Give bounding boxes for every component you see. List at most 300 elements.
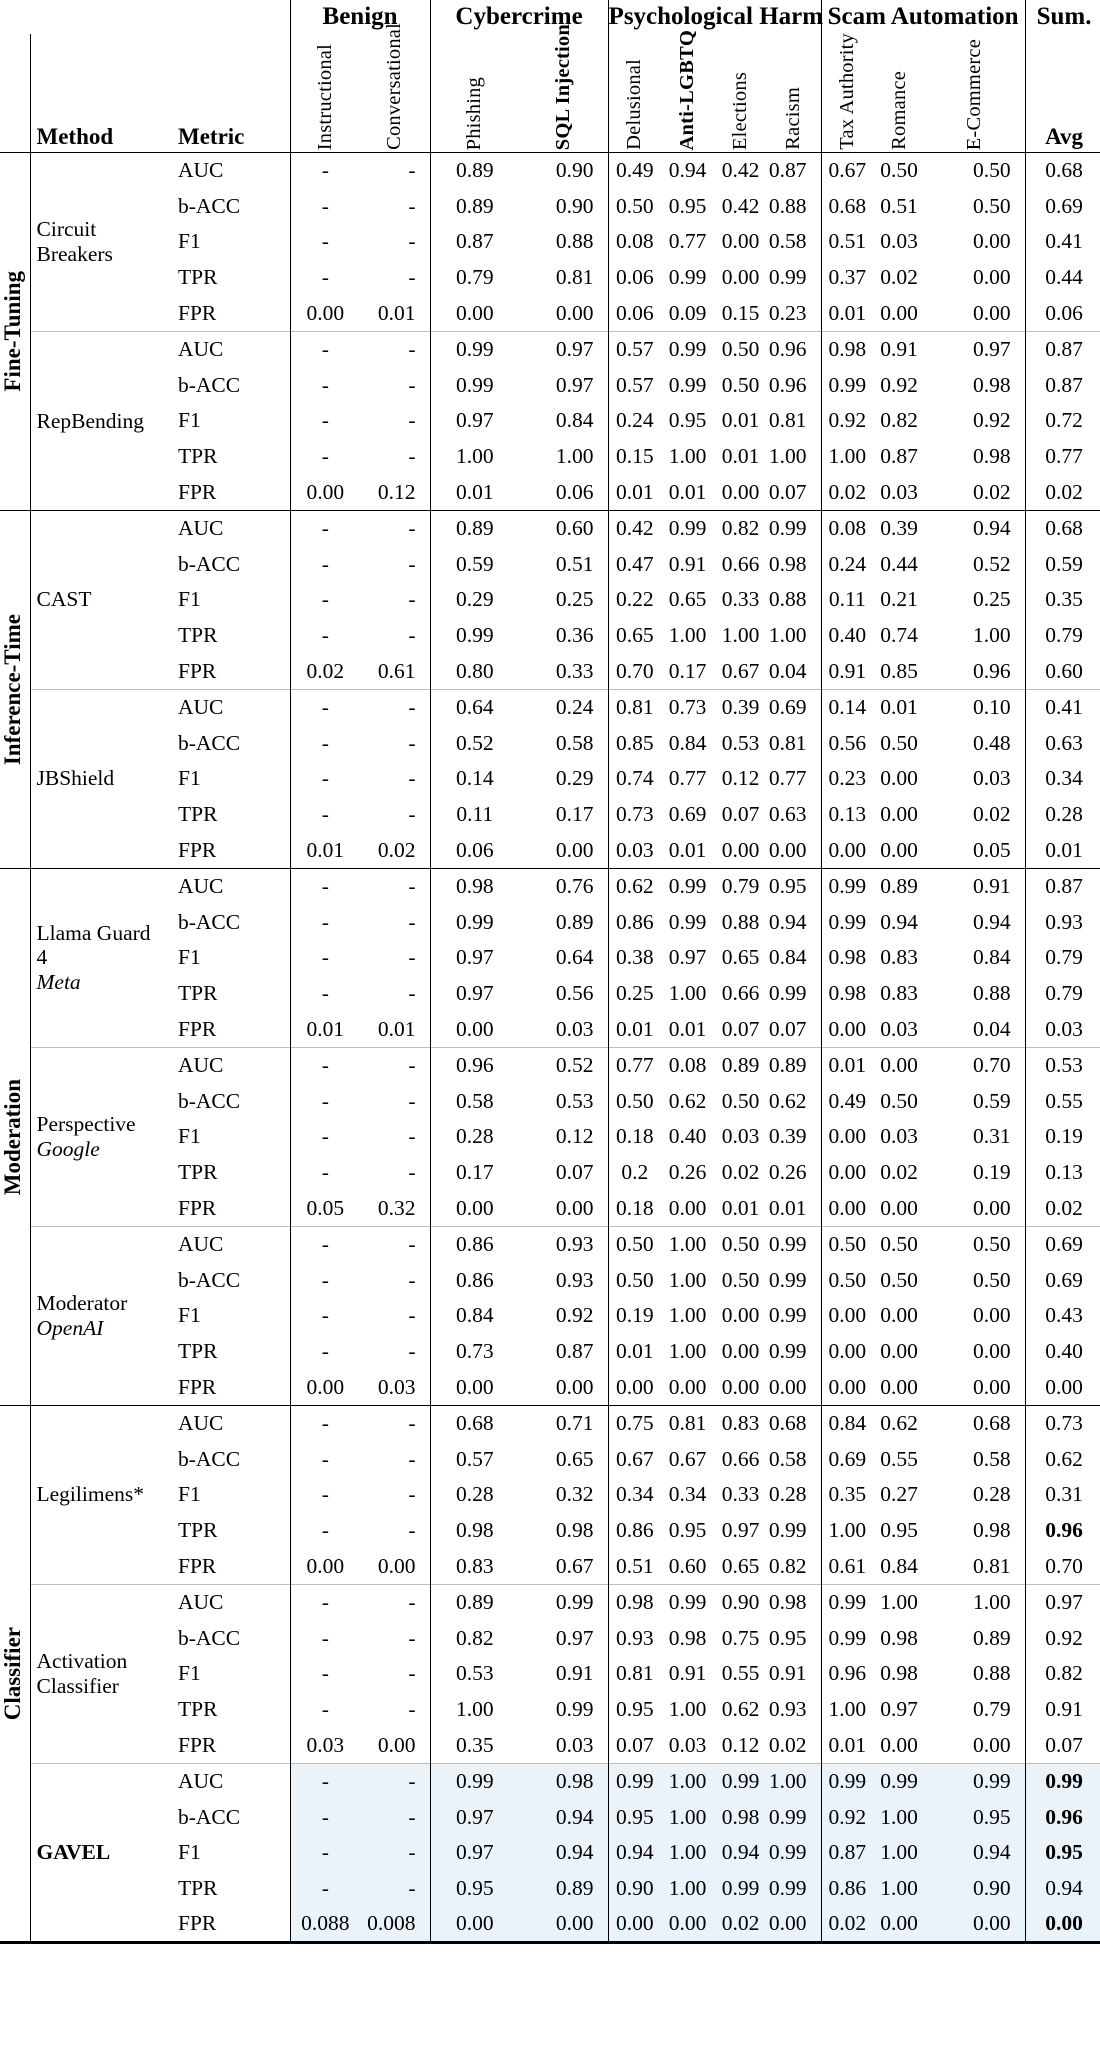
metric-label: b-ACC: [178, 909, 241, 934]
cell-b-acc-tax-authority: 0.56: [821, 725, 873, 761]
cell-f1-elections: 0.01: [721, 408, 760, 433]
cell-tpr-anti-lgbtq: 1.00: [668, 444, 707, 469]
cell-f1-tax-authority: 0.87: [821, 1835, 873, 1871]
cell-b-acc-tax-authority: 0.24: [821, 546, 873, 582]
cell-f1-racism: 0.28: [768, 1482, 807, 1507]
cell-tpr-tax-authority: 1.00: [821, 1692, 873, 1728]
cell-b-acc-delusional: 0.57: [608, 367, 661, 403]
cell-auc-elections: 0.90: [714, 1584, 767, 1620]
cell-b-acc-phishing: 0.99: [430, 904, 519, 940]
cell-auc-sql-injection: 0.71: [519, 1405, 608, 1441]
cell-f1-delusional: 0.24: [608, 403, 661, 439]
cell-tpr-romance: 0.02: [880, 265, 918, 290]
table-row: [0, 1513, 1100, 1549]
cell-f1-instructional: -: [290, 940, 360, 976]
cell-fpr-elections: 0.02: [714, 1907, 767, 1943]
cell-tpr-avg: 0.79: [1025, 976, 1100, 1012]
cell-f1-tax-authority: 0.92: [821, 403, 873, 439]
cell-auc-conversational: -: [360, 1584, 430, 1620]
cell-auc-delusional: 0.42: [608, 510, 661, 546]
cell-fpr-avg: 0.07: [1025, 1728, 1100, 1764]
cell-f1-romance: 0.03: [880, 229, 918, 254]
cell-fpr-delusional: 0.00: [608, 1370, 661, 1406]
cell-fpr-e-commerce: 0.96: [972, 658, 1011, 683]
cell-auc-delusional: 0.49: [608, 153, 661, 189]
cell-b-acc-phishing: 0.82: [430, 1620, 519, 1656]
cell-fpr-anti-lgbtq: 0.03: [668, 1732, 707, 1757]
metric-label: TPR: [178, 802, 218, 827]
cell-fpr-avg: 0.06: [1025, 296, 1100, 332]
cell-tpr-racism: 0.99: [768, 981, 807, 1006]
header-sub-anti-lgbtq: Anti-LGBTQ: [661, 34, 714, 153]
cell-fpr-delusional: 0.07: [608, 1728, 661, 1764]
cell-tpr-sql-injection: 0.17: [555, 802, 594, 827]
cell-fpr-delusional: 0.01: [608, 1012, 661, 1048]
cell-auc-anti-lgbtq: 0.73: [661, 689, 714, 725]
cell-fpr-e-commerce: 0.04: [972, 1016, 1011, 1041]
cell-fpr-e-commerce: 0.05: [972, 837, 1011, 862]
cell-auc-avg: 0.99: [1025, 1763, 1100, 1799]
cell-tpr-anti-lgbtq: 1.00: [668, 1339, 707, 1364]
cell-fpr-sql-injection: 0.33: [555, 658, 594, 683]
cell-tpr-instructional: -: [290, 260, 360, 296]
metric-label: F1: [178, 229, 201, 254]
cell-f1-phishing: 0.28: [430, 1119, 519, 1155]
cell-fpr-delusional: 0.01: [608, 475, 661, 511]
cell-tpr-sql-injection: 0.89: [519, 1871, 608, 1907]
table-row: [0, 868, 1100, 904]
cell-auc-racism: 0.68: [767, 1405, 821, 1441]
cell-f1-e-commerce: 0.28: [972, 1482, 1011, 1507]
cell-auc-phishing: 0.86: [430, 1226, 519, 1262]
cell-f1-elections: 0.12: [721, 766, 760, 791]
cell-f1-instructional: -: [290, 1119, 360, 1155]
cell-auc-elections: 0.83: [714, 1405, 767, 1441]
cell-fpr-sql-injection: 0.00: [555, 837, 594, 862]
metric-label: b-ACC: [178, 730, 241, 755]
cell-tpr-instructional: -: [290, 1871, 360, 1907]
cell-b-acc-tax-authority: 0.92: [821, 1799, 873, 1835]
cell-f1-sql-injection: 0.64: [555, 945, 594, 970]
cell-tpr-romance: 1.00: [873, 1871, 925, 1907]
cell-auc-phishing: 0.99: [430, 331, 519, 367]
cell-b-acc-tax-authority: 0.99: [821, 1620, 873, 1656]
section-label-inference-time: Inference-Time: [0, 510, 30, 868]
cell-b-acc-romance: 0.50: [880, 1088, 918, 1113]
cell-f1-avg: 0.72: [1025, 403, 1100, 439]
cell-auc-elections: 0.50: [714, 331, 767, 367]
cell-f1-romance: 0.03: [880, 1124, 918, 1149]
cell-tpr-anti-lgbtq: 1.00: [661, 1871, 714, 1907]
cell-tpr-phishing: 0.79: [430, 260, 519, 296]
cell-f1-tax-authority: 0.00: [821, 1298, 873, 1334]
cell-tpr-e-commerce: 0.98: [972, 444, 1011, 469]
cell-b-acc-elections: 0.53: [721, 730, 760, 755]
cell-fpr-sql-injection: 0.00: [555, 1195, 594, 1220]
cell-b-acc-racism: 0.62: [768, 1088, 807, 1113]
cell-tpr-tax-authority: 0.40: [821, 618, 873, 654]
cell-auc-e-commerce: 0.91: [925, 868, 1025, 904]
cell-fpr-avg: 0.03: [1025, 1012, 1100, 1048]
cell-fpr-conversational: 0.01: [377, 300, 416, 325]
cell-tpr-avg: 0.91: [1025, 1692, 1100, 1728]
cell-fpr-tax-authority: 0.91: [821, 654, 873, 690]
cell-auc-anti-lgbtq: 0.99: [661, 1584, 714, 1620]
method-name: CAST: [30, 510, 156, 689]
cell-fpr-phishing: 0.83: [430, 1549, 519, 1585]
cell-f1-e-commerce: 0.88: [972, 1661, 1011, 1686]
cell-fpr-anti-lgbtq: 0.00: [668, 1374, 707, 1399]
cell-b-acc-avg: 0.63: [1025, 725, 1100, 761]
cell-auc-phishing: 0.99: [430, 1763, 519, 1799]
cell-auc-racism: 0.99: [767, 510, 821, 546]
cell-fpr-racism: 0.07: [768, 479, 807, 504]
cell-fpr-conversational: 0.01: [377, 1016, 416, 1041]
cell-b-acc-tax-authority: 0.68: [821, 188, 873, 224]
cell-b-acc-avg: 0.69: [1025, 188, 1100, 224]
cell-fpr-avg: 0.01: [1025, 833, 1100, 869]
table-row: [0, 1155, 1100, 1191]
cell-fpr-instructional: 0.00: [290, 1549, 360, 1585]
table-row: [0, 940, 1100, 976]
cell-fpr-instructional: 0.088: [290, 1907, 360, 1943]
table-row: [0, 260, 1100, 296]
cell-tpr-anti-lgbtq: 1.00: [668, 981, 707, 1006]
cell-tpr-romance: 0.02: [880, 1160, 918, 1185]
cell-auc-racism: 0.98: [767, 1584, 821, 1620]
table-row: [0, 439, 1100, 475]
cell-b-acc-racism: 0.81: [768, 730, 807, 755]
cell-f1-racism: 0.58: [768, 229, 807, 254]
cell-b-acc-phishing: 0.99: [430, 367, 519, 403]
cell-f1-conversational: -: [408, 408, 416, 433]
cell-auc-instructional: -: [290, 1763, 360, 1799]
cell-b-acc-phishing: 0.97: [430, 1799, 519, 1835]
cell-tpr-e-commerce: 0.79: [972, 1697, 1011, 1722]
method-name: Moderator OpenAI: [30, 1226, 156, 1405]
cell-b-acc-avg: 0.96: [1025, 1799, 1100, 1835]
cell-auc-conversational: -: [360, 689, 430, 725]
cell-auc-avg: 0.68: [1025, 510, 1100, 546]
table-row: [0, 1799, 1100, 1835]
cell-auc-delusional: 0.57: [608, 331, 661, 367]
cell-fpr-phishing: 0.00: [430, 1370, 519, 1406]
table-row: [0, 296, 1100, 332]
cell-tpr-conversational: -: [408, 265, 416, 290]
cell-auc-sql-injection: 0.99: [519, 1584, 608, 1620]
cell-auc-anti-lgbtq: 0.99: [661, 510, 714, 546]
cell-tpr-anti-lgbtq: 1.00: [668, 623, 707, 648]
metric-label: F1: [178, 587, 201, 612]
cell-auc-sql-injection: 0.76: [519, 868, 608, 904]
cell-fpr-tax-authority: 0.02: [821, 475, 873, 511]
table-row: [0, 1907, 1100, 1943]
cell-f1-anti-lgbtq: 0.97: [668, 945, 707, 970]
cell-f1-delusional: 0.74: [608, 761, 661, 797]
section-label-moderation: Moderation: [0, 868, 30, 1405]
cell-fpr-tax-authority: 0.00: [821, 833, 873, 869]
cell-tpr-e-commerce: 0.02: [972, 802, 1011, 827]
cell-fpr-tax-authority: 0.00: [821, 1012, 873, 1048]
table-row: [0, 1477, 1100, 1513]
table-row: [0, 224, 1100, 260]
cell-f1-e-commerce: 0.00: [972, 1303, 1011, 1328]
cell-fpr-tax-authority: 0.61: [821, 1549, 873, 1585]
cell-b-acc-instructional: -: [290, 1441, 360, 1477]
cell-f1-e-commerce: 0.25: [972, 587, 1011, 612]
cell-fpr-romance: 0.00: [880, 1732, 918, 1757]
cell-f1-tax-authority: 0.11: [821, 582, 873, 618]
cell-fpr-elections: 0.65: [721, 1553, 760, 1578]
cell-auc-anti-lgbtq: 0.94: [661, 153, 714, 189]
cell-f1-anti-lgbtq: 0.40: [668, 1124, 707, 1149]
table-row: [0, 1047, 1100, 1083]
cell-auc-delusional: 0.98: [608, 1584, 661, 1620]
cell-fpr-phishing: 0.80: [430, 654, 519, 690]
header-metric: Metric: [156, 34, 290, 153]
cell-auc-tax-authority: 0.99: [821, 868, 873, 904]
cell-fpr-sql-injection: 0.00: [555, 1374, 594, 1399]
metric-label: TPR: [178, 1160, 218, 1185]
cell-tpr-romance: 0.00: [880, 802, 918, 827]
cell-fpr-racism: 0.23: [768, 300, 807, 325]
cell-f1-phishing: 0.14: [430, 761, 519, 797]
cell-fpr-racism: 0.02: [768, 1732, 807, 1757]
cell-tpr-romance: 0.95: [880, 1518, 918, 1543]
cell-b-acc-e-commerce: 0.59: [972, 1088, 1011, 1113]
method-name: GAVEL: [30, 1763, 156, 1942]
cell-b-acc-instructional: -: [290, 188, 360, 224]
table-row: [0, 725, 1100, 761]
table-row: [0, 1334, 1100, 1370]
cell-fpr-elections: 0.07: [721, 1016, 760, 1041]
cell-auc-conversational: -: [360, 1405, 430, 1441]
cell-b-acc-racism: 0.94: [768, 909, 807, 934]
metric-label: F1: [178, 766, 201, 791]
metric-label: F1: [178, 1303, 201, 1328]
group-header-sum: Sum.: [1025, 0, 1100, 34]
cell-f1-tax-authority: 0.96: [821, 1656, 873, 1692]
table-row: [0, 904, 1100, 940]
cell-b-acc-sql-injection: 0.51: [555, 551, 594, 576]
cell-fpr-romance: 0.03: [880, 1016, 918, 1041]
cell-tpr-elections: 0.62: [721, 1697, 760, 1722]
cell-auc-tax-authority: 0.99: [821, 1584, 873, 1620]
cell-auc-sql-injection: 0.60: [519, 510, 608, 546]
cell-auc-e-commerce: 0.94: [925, 510, 1025, 546]
cell-b-acc-sql-injection: 0.94: [519, 1799, 608, 1835]
metric-label: AUC: [156, 868, 290, 904]
cell-f1-avg: 0.35: [1025, 582, 1100, 618]
metric-label: b-ACC: [178, 1625, 241, 1650]
metric-label: FPR: [178, 658, 217, 683]
cell-auc-racism: 0.87: [767, 153, 821, 189]
cell-tpr-anti-lgbtq: 1.00: [668, 1697, 707, 1722]
cell-f1-sql-injection: 0.32: [555, 1482, 594, 1507]
cell-auc-phishing: 0.68: [430, 1405, 519, 1441]
cell-fpr-phishing: 0.00: [430, 296, 519, 332]
cell-tpr-sql-injection: 0.81: [555, 265, 594, 290]
cell-tpr-phishing: 0.98: [430, 1513, 519, 1549]
cell-tpr-sql-injection: 0.07: [555, 1160, 594, 1185]
cell-b-acc-e-commerce: 0.50: [972, 193, 1011, 218]
metric-label: FPR: [178, 1553, 217, 1578]
cell-f1-delusional: 0.18: [608, 1119, 661, 1155]
cell-fpr-phishing: 0.00: [430, 1191, 519, 1227]
cell-tpr-instructional: -: [290, 1155, 360, 1191]
table-row: [0, 654, 1100, 690]
cell-f1-racism: 0.39: [768, 1124, 807, 1149]
cell-b-acc-phishing: 0.86: [430, 1262, 519, 1298]
cell-f1-instructional: -: [290, 224, 360, 260]
metric-label: AUC: [156, 1763, 290, 1799]
cell-b-acc-tax-authority: 0.49: [821, 1083, 873, 1119]
section-label-classifier: Classifier: [0, 1405, 30, 1942]
cell-f1-e-commerce: 0.31: [972, 1124, 1011, 1149]
cell-fpr-conversational: 0.12: [377, 479, 416, 504]
cell-b-acc-tax-authority: 0.50: [821, 1262, 873, 1298]
cell-f1-racism: 0.81: [768, 408, 807, 433]
cell-f1-tax-authority: 0.23: [821, 761, 873, 797]
cell-fpr-racism: 0.00: [768, 837, 807, 862]
cell-b-acc-elections: 0.50: [721, 1088, 760, 1113]
cell-tpr-sql-injection: 1.00: [555, 444, 594, 469]
cell-f1-avg: 0.79: [1025, 940, 1100, 976]
table-row: [0, 153, 1100, 189]
cell-tpr-phishing: 0.95: [430, 1871, 519, 1907]
cell-b-acc-racism: 0.99: [768, 1267, 807, 1292]
table-row: [0, 618, 1100, 654]
cell-tpr-anti-lgbtq: 0.69: [668, 802, 707, 827]
cell-f1-sql-injection: 0.84: [555, 408, 594, 433]
cell-b-acc-e-commerce: 0.94: [972, 909, 1011, 934]
table-row: [0, 1226, 1100, 1262]
cell-f1-romance: 0.00: [880, 1303, 918, 1328]
metric-label: TPR: [178, 444, 218, 469]
method-name: Circuit Breakers: [30, 153, 156, 332]
cell-tpr-delusional: 0.06: [608, 260, 661, 296]
cell-b-acc-racism: 0.98: [768, 551, 807, 576]
cell-auc-avg: 0.69: [1025, 1226, 1100, 1262]
cell-fpr-sql-injection: 0.67: [555, 1553, 594, 1578]
cell-b-acc-avg: 0.92: [1025, 1620, 1100, 1656]
header-spacer-group: [0, 0, 290, 34]
cell-tpr-elections: 0.00: [721, 265, 760, 290]
cell-f1-sql-injection: 0.94: [519, 1835, 608, 1871]
cell-tpr-elections: 1.00: [721, 623, 760, 648]
cell-b-acc-sql-injection: 0.58: [555, 730, 594, 755]
cell-f1-e-commerce: 0.94: [925, 1835, 1025, 1871]
metric-label: TPR: [178, 1518, 218, 1543]
cell-f1-sql-injection: 0.92: [555, 1303, 594, 1328]
cell-tpr-delusional: 0.65: [608, 618, 661, 654]
cell-b-acc-anti-lgbtq: 1.00: [668, 1267, 707, 1292]
cell-tpr-phishing: 1.00: [430, 439, 519, 475]
cell-tpr-avg: 0.44: [1025, 260, 1100, 296]
cell-auc-racism: 1.00: [767, 1763, 821, 1799]
cell-f1-conversational: -: [408, 1661, 416, 1686]
cell-b-acc-anti-lgbtq: 0.84: [668, 730, 707, 755]
cell-b-acc-phishing: 0.59: [430, 546, 519, 582]
cell-auc-racism: 0.96: [767, 331, 821, 367]
cell-tpr-elections: 0.99: [714, 1871, 767, 1907]
table-row: [0, 1549, 1100, 1585]
cell-fpr-e-commerce: 0.00: [972, 1195, 1011, 1220]
cell-fpr-e-commerce: 0.00: [972, 300, 1011, 325]
cell-fpr-e-commerce: 0.00: [925, 1907, 1025, 1943]
cell-b-acc-instructional: -: [290, 1262, 360, 1298]
metric-label: F1: [178, 1482, 201, 1507]
cell-auc-delusional: 0.50: [608, 1226, 661, 1262]
cell-fpr-instructional: 0.02: [290, 654, 360, 690]
cell-tpr-conversational: -: [408, 1697, 416, 1722]
cell-auc-romance: 0.50: [873, 153, 925, 189]
cell-f1-e-commerce: 0.84: [972, 945, 1011, 970]
metric-label: FPR: [178, 1195, 217, 1220]
cell-auc-racism: 0.95: [767, 868, 821, 904]
cell-b-acc-instructional: -: [290, 1799, 360, 1835]
cell-f1-phishing: 0.28: [430, 1477, 519, 1513]
cell-auc-romance: 0.62: [873, 1405, 925, 1441]
metric-label: AUC: [156, 1405, 290, 1441]
cell-b-acc-e-commerce: 0.95: [925, 1799, 1025, 1835]
cell-f1-conversational: -: [408, 1482, 416, 1507]
cell-fpr-sql-injection: 0.00: [519, 1907, 608, 1943]
table-row: [0, 1298, 1100, 1334]
cell-fpr-delusional: 0.06: [608, 296, 661, 332]
cell-tpr-avg: 0.77: [1025, 439, 1100, 475]
cell-f1-conversational: -: [408, 229, 416, 254]
cell-auc-avg: 0.97: [1025, 1584, 1100, 1620]
cell-b-acc-phishing: 0.52: [430, 725, 519, 761]
cell-tpr-racism: 0.26: [768, 1160, 807, 1185]
cell-auc-racism: 0.89: [767, 1047, 821, 1083]
cell-b-acc-conversational: -: [408, 193, 416, 218]
header-sub-phishing: Phishing: [430, 34, 519, 153]
cell-auc-conversational: -: [360, 331, 430, 367]
cell-b-acc-elections: 0.50: [721, 1267, 760, 1292]
cell-f1-romance: 0.00: [880, 766, 918, 791]
metric-label: FPR: [178, 1016, 217, 1041]
cell-auc-romance: 0.99: [873, 1763, 925, 1799]
cell-fpr-anti-lgbtq: 0.01: [668, 479, 707, 504]
cell-tpr-delusional: 0.25: [608, 976, 661, 1012]
cell-f1-romance: 1.00: [873, 1835, 925, 1871]
cell-f1-racism: 0.99: [768, 1303, 807, 1328]
cell-tpr-conversational: -: [408, 981, 416, 1006]
cell-fpr-anti-lgbtq: 0.00: [661, 1907, 714, 1943]
table-row: [0, 188, 1100, 224]
cell-tpr-conversational: -: [408, 1518, 416, 1543]
cell-tpr-instructional: -: [290, 976, 360, 1012]
cell-tpr-avg: 0.13: [1025, 1155, 1100, 1191]
cell-b-acc-delusional: 0.50: [608, 1262, 661, 1298]
metric-label: b-ACC: [178, 193, 241, 218]
cell-tpr-instructional: -: [290, 618, 360, 654]
cell-f1-phishing: 0.97: [430, 403, 519, 439]
cell-b-acc-conversational: -: [408, 1088, 416, 1113]
table-row: [0, 510, 1100, 546]
cell-tpr-conversational: -: [408, 1160, 416, 1185]
cell-auc-conversational: -: [360, 1047, 430, 1083]
cell-tpr-e-commerce: 0.00: [972, 1339, 1011, 1364]
metric-label: TPR: [178, 623, 218, 648]
cell-b-acc-elections: 0.50: [721, 372, 760, 397]
cell-fpr-phishing: 0.00: [430, 1907, 519, 1943]
cell-f1-racism: 0.88: [768, 587, 807, 612]
cell-fpr-racism: 0.82: [768, 1553, 807, 1578]
cell-auc-e-commerce: 0.99: [925, 1763, 1025, 1799]
